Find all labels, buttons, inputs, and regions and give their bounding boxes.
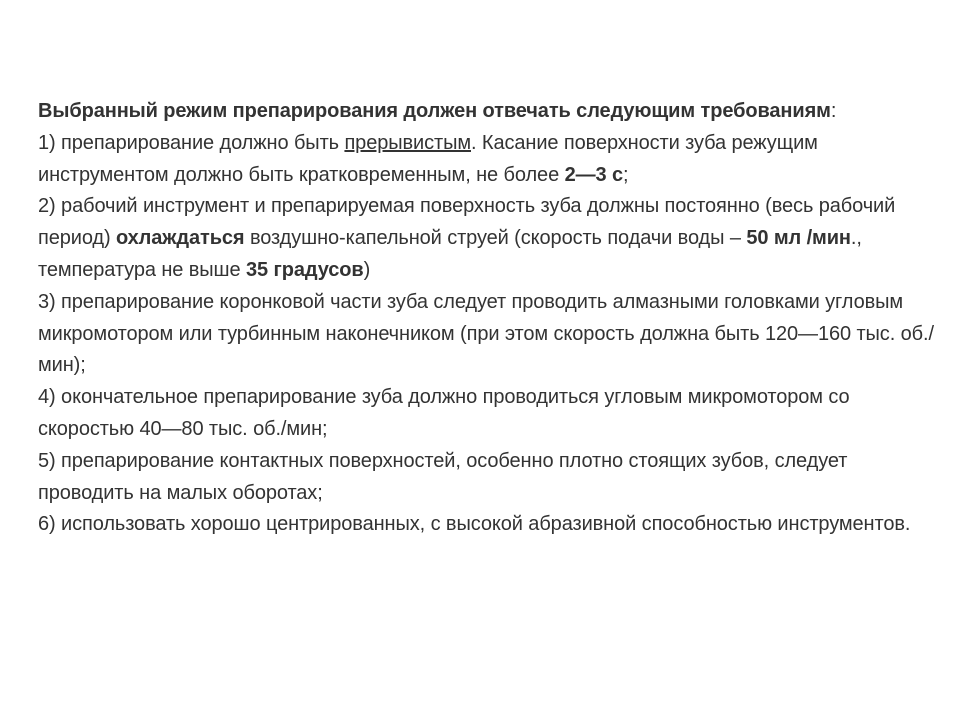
- item-2-text-a: 2) рабочий инструмент и препарируемая поверхность зуба должны постоянно (весь рабочий период): [38, 195, 896, 250]
- item-1-text-b: . Касание поверхности зуба режущим инструментом должно быть кратковременным, не более: [38, 131, 818, 186]
- requirement-item-2: [38, 191, 948, 286]
- requirement-item-6: 6) использовать хорошо центрированных, с высокой абразивной способностью инструментов.: [38, 513, 911, 536]
- item-2-text-c: ., температура не выше: [38, 227, 862, 281]
- item-1-underlined-term: прерывистым: [344, 131, 471, 154]
- item-2-water-rate: 50 мл /мин: [746, 227, 851, 250]
- item-2-text-d: ): [363, 258, 371, 281]
- requirements-text: [38, 96, 948, 541]
- requirement-item-1: [38, 128, 948, 192]
- requirement-item-4: 4) окончательное препарирование зуба должно проводиться угловым микромотором со скоростью 40—80 тыс. об./мин;: [38, 386, 850, 440]
- item-2-text-b: воздушно-капельной струей (скорость подачи воды –: [244, 227, 747, 250]
- item-1-text-c: ;: [623, 163, 629, 186]
- item-1-duration: 2—3 с: [564, 163, 623, 186]
- item-2-temperature: 35 градусов: [245, 258, 364, 281]
- item-2-cooling-term: охлаждаться: [116, 227, 245, 250]
- requirement-item-3: 3) препарирование коронковой части зуба следует проводить алмазными головками угловым микромотором или турбинным наконечником (при этом скорость должна быть 120—160 тыс. об./мин);: [38, 290, 934, 377]
- item-1-text-a: 1) препарирование должно быть: [38, 131, 345, 154]
- intro-colon: :: [830, 100, 837, 122]
- intro-heading: Выбранный режим препарирования должен отвечать следующим требованиям: [38, 100, 831, 122]
- requirement-item-5: 5) препарирование контактных поверхностей, особенно плотно стоящих зубов, следует проводить на малых оборотах;: [38, 449, 848, 504]
- intro-paragraph: [38, 96, 948, 128]
